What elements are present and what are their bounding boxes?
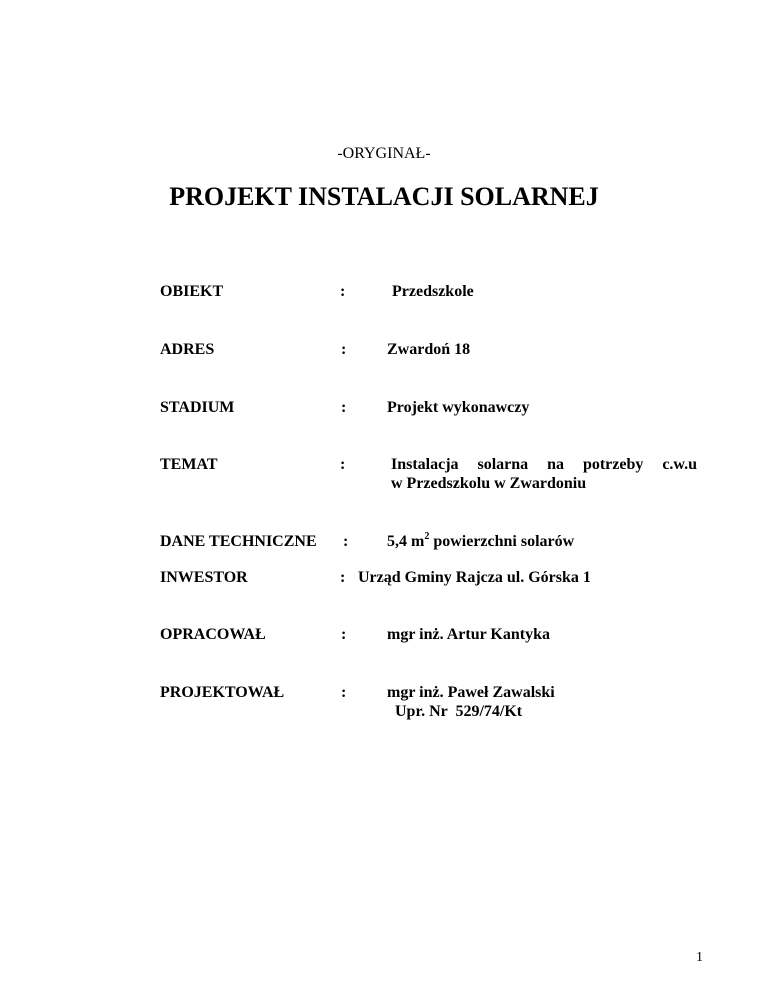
field-value-line: Instalacja solarna na potrzeby c.w.u xyxy=(391,456,697,473)
field-value: Zwardoń 18 xyxy=(387,341,471,358)
field-label: STADIUM xyxy=(160,399,235,416)
field-value: Projekt wykonawczy xyxy=(387,399,530,416)
field-label: INWESTOR xyxy=(160,569,248,586)
field-colon: : xyxy=(341,341,347,358)
field-value-line: w Przedszkolu w Zwardoniu xyxy=(391,475,587,492)
field-label: OBIEKT xyxy=(160,283,224,300)
field-colon: : xyxy=(341,626,347,643)
field-colon: : xyxy=(341,399,347,416)
page-number: 1 xyxy=(696,950,703,965)
field-value-text: powierzchni solarów xyxy=(429,533,575,550)
field-value-line: Upr. Nr 529/74/Kt xyxy=(395,703,523,720)
field-value-text: 5,4 m xyxy=(387,533,425,550)
field-colon: : xyxy=(340,283,346,300)
field-colon: : xyxy=(343,533,349,550)
field-value: Przedszkole xyxy=(392,283,474,300)
field-label: DANE TECHNICZNE xyxy=(160,533,317,550)
field-value-line: mgr inż. Paweł Zawalski xyxy=(387,684,555,701)
field-label: TEMAT xyxy=(160,456,218,473)
field-label: OPRACOWAŁ xyxy=(160,626,266,643)
superscript: 2 xyxy=(424,531,430,542)
field-colon: : xyxy=(341,684,347,701)
field-label: ADRES xyxy=(160,341,215,358)
field-label: PROJEKTOWAŁ xyxy=(160,684,285,701)
document-title: PROJEKT INSTALACJI SOLARNEJ xyxy=(169,182,599,211)
field-value xyxy=(387,683,555,721)
field-value xyxy=(391,455,697,493)
field-value: Urząd Gminy Rajcza ul. Górska 1 xyxy=(358,569,591,586)
field-colon: : xyxy=(340,569,346,586)
original-mark: -ORYGINAŁ- xyxy=(337,145,431,162)
field-colon: : xyxy=(340,456,346,473)
field-value xyxy=(387,532,574,553)
field-value: mgr inż. Artur Kantyka xyxy=(387,626,550,643)
